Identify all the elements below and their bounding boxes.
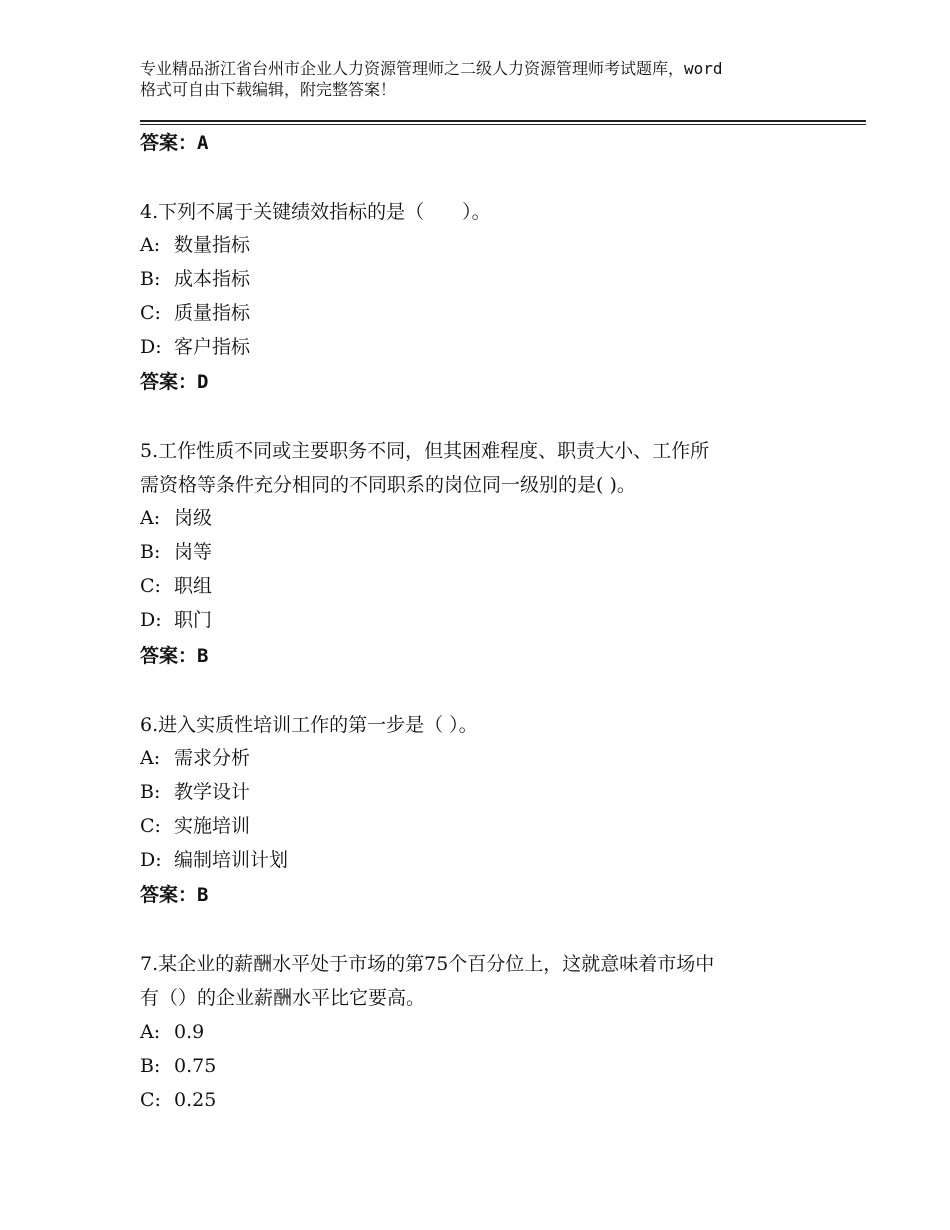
option-b xyxy=(140,540,212,564)
header-divider xyxy=(140,120,866,122)
option-text: 成本指标 xyxy=(174,268,251,290)
header-line-1: 专业精品浙江省台州市企业人力资源管理师之二级人力资源管理师考试题库，word xyxy=(140,59,723,78)
question-stem-line: 7.某企业的薪酬水平处于市场的第75个百分位上，这就意味着市场中 xyxy=(140,953,715,975)
option-text: 教学设计 xyxy=(174,781,251,803)
option-a xyxy=(140,1020,204,1044)
option-label: B: xyxy=(140,541,161,563)
option-text: 职门 xyxy=(174,609,213,631)
question-stem-line: 5.工作性质不同或主要职务不同，但其困难程度、职责大小、工作所 xyxy=(140,440,710,462)
question-stem xyxy=(140,195,840,229)
option-label: D: xyxy=(140,336,162,358)
question-stem-line: 有（）的企业薪酬水平比它要高。 xyxy=(140,987,426,1009)
previous-answer: 答案：A xyxy=(140,132,209,154)
question-stem-line: 需资格等条件充分相同的不同职系的岗位同一级别的是( )。 xyxy=(140,474,636,496)
option-text: 职组 xyxy=(174,575,213,597)
option-c xyxy=(140,574,212,598)
option-text: 需求分析 xyxy=(174,747,251,769)
option-label: A: xyxy=(140,507,161,529)
option-label: A: xyxy=(140,1021,161,1043)
header-line-2: 格式可自由下载编辑，附完整答案！ xyxy=(140,80,397,99)
option-c xyxy=(140,1088,216,1112)
option-d xyxy=(140,608,212,632)
question-stem-line: 4.下列不属于关键绩效指标的是（ ）。 xyxy=(140,201,491,223)
question-stem-line: 6.进入实质性培训工作的第一步是（ ）。 xyxy=(140,714,478,736)
option-label: D: xyxy=(140,849,162,871)
option-a xyxy=(140,746,250,770)
question-stem xyxy=(140,947,840,1015)
option-b xyxy=(140,780,250,804)
option-text: 岗级 xyxy=(174,507,213,529)
option-label: C: xyxy=(140,1089,161,1111)
option-label: B: xyxy=(140,1055,161,1077)
option-text: 实施培训 xyxy=(174,815,251,837)
option-text: 0.75 xyxy=(174,1055,217,1077)
option-label: A: xyxy=(140,234,161,256)
option-label: C: xyxy=(140,815,161,837)
option-b xyxy=(140,267,250,291)
option-label: A: xyxy=(140,747,161,769)
option-text: 数量指标 xyxy=(174,234,251,256)
option-b xyxy=(140,1054,216,1078)
option-label: B: xyxy=(140,268,161,290)
option-text: 质量指标 xyxy=(174,302,251,324)
option-text: 0.9 xyxy=(174,1021,205,1043)
option-c xyxy=(140,301,250,325)
answer-line: 答案：B xyxy=(140,645,209,667)
option-text: 客户指标 xyxy=(174,336,251,358)
option-label: B: xyxy=(140,781,161,803)
option-d xyxy=(140,335,250,359)
option-d xyxy=(140,848,288,872)
option-text: 0.25 xyxy=(174,1089,217,1111)
option-label: D: xyxy=(140,609,162,631)
option-text: 岗等 xyxy=(174,541,213,563)
option-label: C: xyxy=(140,575,161,597)
option-label: C: xyxy=(140,302,161,324)
option-a xyxy=(140,506,212,530)
question-stem xyxy=(140,434,840,502)
header-divider-thin xyxy=(140,124,866,125)
document-header xyxy=(140,58,830,100)
option-text: 编制培训计划 xyxy=(174,849,289,871)
question-stem xyxy=(140,708,840,742)
option-c xyxy=(140,814,250,838)
answer-line: 答案：B xyxy=(140,884,209,906)
option-a xyxy=(140,233,250,257)
answer-line: 答案：D xyxy=(140,371,209,393)
